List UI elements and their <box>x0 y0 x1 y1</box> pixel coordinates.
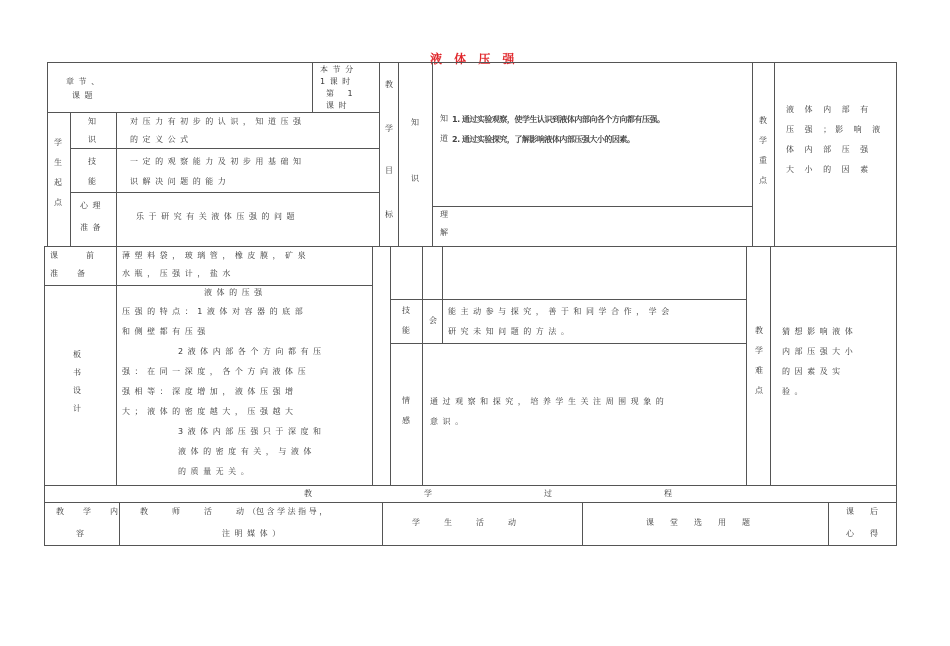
emotion-label: 情 <box>402 396 410 405</box>
ability-label: 技 <box>402 306 410 315</box>
mind-row-label: 准 备 <box>80 223 102 232</box>
student-label: 点 <box>54 198 62 207</box>
divider <box>70 112 71 246</box>
board-line: 3 液 体 内 部 压 强 只 于 深 度 和 <box>160 427 323 436</box>
difficulty-text: 猜 想 影 响 液 体 <box>782 327 854 336</box>
teach-goal-label: 学 <box>385 124 393 133</box>
student-label: 生 <box>54 158 62 167</box>
process-col-exercise: 课 堂 选 用 题 <box>646 518 750 527</box>
skill-row-label: 技 <box>88 157 97 166</box>
divider <box>432 206 752 207</box>
divider <box>746 246 747 485</box>
ability-label: 能 <box>402 326 410 335</box>
focus-label: 教 <box>759 116 767 125</box>
hours-label: 本 节 分 <box>320 65 355 74</box>
focus-label: 重 <box>759 156 767 165</box>
divider <box>372 246 373 485</box>
understand-label: 理 <box>440 210 448 219</box>
divider <box>442 246 443 343</box>
know-dao-label: 知 <box>440 114 448 123</box>
prep-label: 准 备 <box>50 269 86 278</box>
ability-text: 能 主 动 参 与 探 究 ， 善 于 和 同 学 合 作 ， 学 会 <box>448 307 671 316</box>
difficulty-label: 教 <box>755 326 763 335</box>
process-col-teacher: 注 明 媒 体 ） <box>222 529 282 538</box>
divider <box>47 112 379 113</box>
mind-row-label: 心 理 <box>80 201 102 210</box>
page-title: 液 体 压 强 <box>430 52 519 66</box>
divider <box>382 502 383 546</box>
mind-row-text: 乐 于 研 究 有 关 液 体 压 强 的 问 题 <box>136 212 296 221</box>
difficulty-text: 的 因 素 及 实 <box>782 367 842 376</box>
know-item: 2. 通过实验探究，了解影响液体内部压强大小的因素。 <box>452 135 635 144</box>
divider <box>44 502 896 503</box>
student-label: 学 <box>54 138 62 147</box>
hours-label: 1 课 时 <box>320 77 352 86</box>
board-line: 大 ； 液 体 的 密 度 越 大 ， 压 强 越 大 <box>122 407 295 416</box>
knowledge-row-text: 对 压 力 有 初 步 的 认 识 ， 知 道 压 强 <box>130 117 303 126</box>
divider <box>119 502 120 546</box>
board-label: 计 <box>73 404 81 413</box>
process-col-reflect: 心 得 <box>846 529 878 538</box>
student-label: 起 <box>54 178 62 187</box>
board-line: 液 体 的 密 度 有 关 ， 与 液 体 <box>160 447 313 456</box>
chapter-label: 章 节 、 <box>66 77 101 86</box>
divider <box>582 502 583 546</box>
skill-row-text: 一 定 的 观 察 能 力 及 初 步 用 基 础 知 <box>130 157 303 166</box>
divider <box>422 246 423 485</box>
process-col-teacher: 教 师 活 动 （包 含 学 法 指 导 ， <box>140 507 328 516</box>
process-col-reflect: 课 后 <box>846 507 878 516</box>
ability-hui-label: 会 <box>429 316 437 325</box>
process-col-content: 容 <box>76 529 85 538</box>
emotion-text: 意 识 。 <box>430 417 465 426</box>
skill-row-label: 能 <box>88 177 97 186</box>
skill-row-text: 识 解 决 问 题 的 能 力 <box>130 177 227 186</box>
divider <box>70 148 379 149</box>
emotion-label: 感 <box>402 416 410 425</box>
divider <box>432 62 433 246</box>
process-col-student: 学 生 活 动 <box>412 518 516 527</box>
table-border-left-upper <box>47 62 48 246</box>
teach-goal-label: 目 <box>385 166 393 175</box>
knowledge-row-label: 知 <box>88 117 97 126</box>
chapter-label: 课 题 <box>72 91 94 100</box>
understand-label: 解 <box>440 228 448 237</box>
prep-text: 薄 塑 料 袋 ， 玻 璃 管 ， 橡 皮 膜 ， 矿 泉 <box>122 251 307 260</box>
divider <box>390 343 746 344</box>
ability-text: 研 究 未 知 问 题 的 方 法 。 <box>448 327 570 336</box>
board-line: 2 液 体 内 部 各 个 方 向 都 有 压 <box>160 347 323 356</box>
difficulty-text: 内 部 压 强 大 小 <box>782 347 854 356</box>
know-dao-label: 道 <box>440 134 448 143</box>
board-line: 压 强 的 特 点 ： 1 液 体 对 容 器 的 底 部 <box>122 307 304 316</box>
knowledge-label: 识 <box>411 174 419 183</box>
difficulty-label: 难 <box>755 366 763 375</box>
board-line: 的 质 量 无 关 。 <box>160 467 250 476</box>
divider <box>44 285 372 286</box>
focus-label: 点 <box>759 176 767 185</box>
focus-label: 学 <box>759 136 767 145</box>
divider <box>44 246 896 247</box>
know-item: 1. 通过实验观察，使学生认识到液体内部向各个方向都有压强。 <box>452 115 665 124</box>
divider <box>116 112 117 246</box>
board-label: 板 <box>73 350 81 359</box>
divider <box>828 502 829 546</box>
prep-text: 水 瓶 ， 压 强 计 ， 盐 水 <box>122 269 232 278</box>
board-line: 强 ： 在 同 一 深 度 ， 各 个 方 向 液 体 压 <box>122 367 307 376</box>
prep-label: 课 前 <box>50 251 95 260</box>
board-label: 书 <box>73 368 81 377</box>
board-line: 和 侧 壁 都 有 压 强 <box>122 327 207 336</box>
table-border-right <box>896 62 897 546</box>
teach-goal-label: 教 <box>385 80 393 89</box>
divider <box>70 192 379 193</box>
difficulty-text: 验 。 <box>782 387 804 396</box>
difficulty-label: 学 <box>755 346 763 355</box>
emotion-text: 通 过 观 察 和 探 究 ， 培 养 学 生 关 注 周 围 现 象 的 <box>430 397 665 406</box>
divider <box>379 62 380 246</box>
divider <box>774 62 775 246</box>
divider <box>312 62 313 112</box>
knowledge-row-text: 的 定 义 公 式 <box>130 135 190 144</box>
hours-label: 第 1 <box>326 89 354 98</box>
table-border-top <box>47 62 896 63</box>
table-border-bottom <box>44 545 896 546</box>
divider <box>398 62 399 246</box>
divider <box>390 246 391 485</box>
divider <box>44 485 896 486</box>
hours-label: 课 时 <box>326 101 348 110</box>
knowledge-label: 知 <box>411 118 419 127</box>
process-col-content: 教 学 内 <box>56 507 119 516</box>
divider <box>752 62 753 246</box>
divider <box>116 246 117 485</box>
divider <box>770 246 771 485</box>
knowledge-row-label: 识 <box>88 135 97 144</box>
table-border-left-lower <box>44 246 45 546</box>
board-label: 设 <box>73 386 81 395</box>
process-heading: 教 学 过 程 <box>304 489 672 498</box>
focus-text: 液 体 内 部 有 压 强 ；影 响 液 体 内 部 压 强 大 小 的 因 素 <box>786 105 885 174</box>
board-heading: 液 体 的 压 强 <box>204 288 264 297</box>
board-line: 强 相 等 ： 深 度 增 加 ， 液 体 压 强 增 <box>122 387 295 396</box>
divider <box>390 299 746 300</box>
teach-goal-label: 标 <box>385 210 393 219</box>
difficulty-label: 点 <box>755 386 763 395</box>
